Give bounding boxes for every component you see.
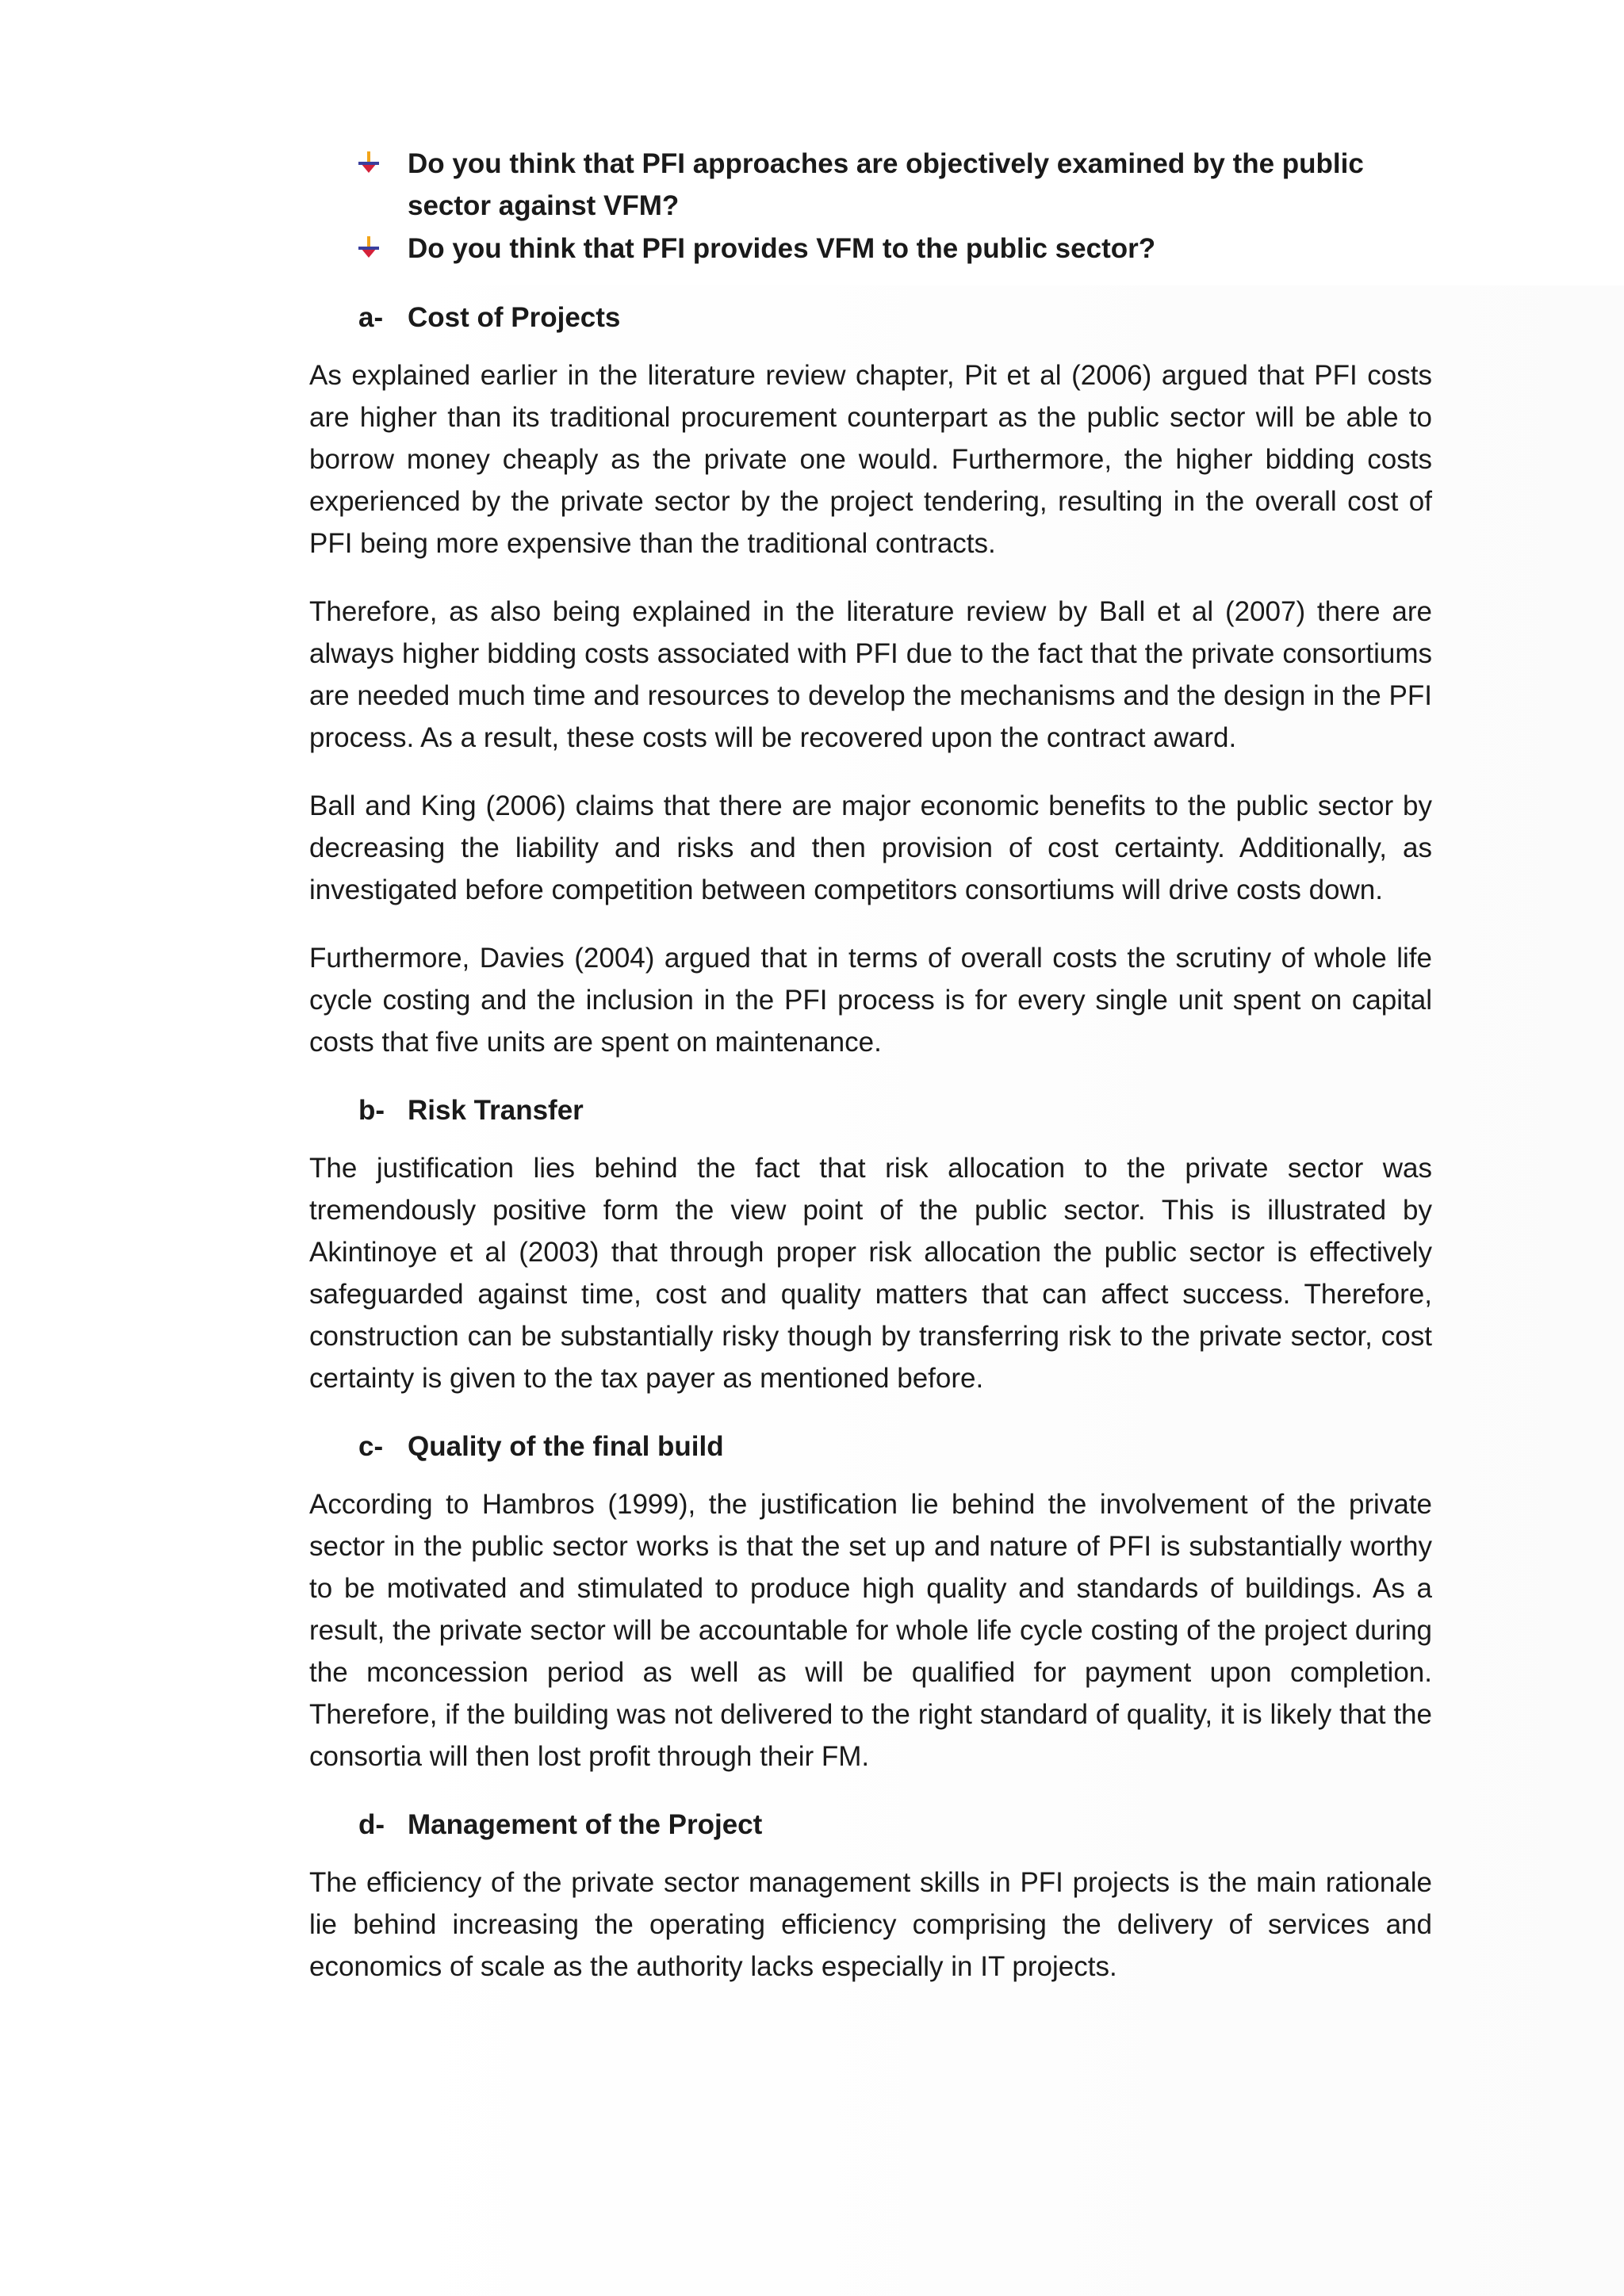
body-paragraph: Ball and King (2006) claims that there are major economic benefits to the public sector by decreasing the liability and risks and then provision of cost certainty. Additionally, as investigated before competition between competitors consortiums will drive costs down. <box>309 790 1432 905</box>
section-letter: b- <box>358 1095 385 1126</box>
document-page <box>309 143 1432 2014</box>
body-paragraph: As explained earlier in the literature review chapter, Pit et al (2006) argued that PFI costs are higher than its traditional procurement counterpart as the public sector will be able to borrow money cheaply as the private one would. Furthermore, the higher bidding costs experienced by the private sector by the project tendering, resulting in the overall cost of PFI being more expensive than the traditional contracts. <box>309 360 1432 559</box>
section-title: Management of the Project <box>408 1809 763 1840</box>
section-title: Cost of Projects <box>408 302 621 333</box>
question-text: Do you think that PFI approaches are objectively examined by the public sector against VFM? <box>408 148 1364 221</box>
section-heading-quality <box>358 1425 1432 1468</box>
list-item <box>309 228 1432 270</box>
body-paragraph: According to Hambros (1999), the justification lie behind the involvement of the private sector in the public sector works is that the set up and nature of PFI is substantially worthy to be motivated and stimulated to produce high quality and standards of buildings. As a result, the private sector will be accountable for whole life cycle costing of the project during the mconcession period as well as will be qualified for payment upon completion. Therefore, if the building was not delivered to the right standard of quality, it is likely that the consortia will then lost profit through their FM. <box>309 1489 1432 1772</box>
body-paragraph: The justification lies behind the fact that risk allocation to the private sector was tremendously positive form the view point of the public sector. This is illustrated by Akintinoye et al (2003) that through proper risk allocation the public sector is effectively safeguarded against time, cost and quality matters that can affect success. Therefore, construction can be substantially risky though by transferring risk to the private sector, cost certainty is given to the tax payer as mentioned before. <box>309 1153 1432 1394</box>
question-text: Do you think that PFI provides VFM to the public sector? <box>408 233 1156 264</box>
list-item <box>309 143 1432 227</box>
section-letter: a- <box>358 302 384 333</box>
section-heading-cost <box>358 297 1432 339</box>
section-title: Quality of the final build <box>408 1431 724 1462</box>
arrow-bullet-icon <box>357 151 381 174</box>
body-paragraph: Therefore, as also being explained in the literature review by Ball et al (2007) there are always higher bidding costs associated with PFI due to the fact that the private consortiums are needed much time and resources to develop the mechanisms and the design in the PFI process. As a result, these costs will be recovered upon the contract award. <box>309 596 1432 753</box>
section-letter: d- <box>358 1809 385 1840</box>
section-heading-management <box>358 1804 1432 1846</box>
section-letter: c- <box>358 1431 384 1462</box>
section-title: Risk Transfer <box>408 1095 584 1126</box>
question-list <box>309 143 1432 270</box>
arrow-bullet-icon <box>357 235 381 259</box>
body-paragraph: The efficiency of the private sector management skills in PFI projects is the main rationale lie behind increasing the operating efficiency comprising the delivery of services and economics of scale as the authority lacks especially in IT projects. <box>309 1867 1432 1982</box>
section-heading-risk <box>358 1089 1432 1131</box>
body-paragraph: Furthermore, Davies (2004) argued that in terms of overall costs the scrutiny of whole life cycle costing and the inclusion in the PFI process is for every single unit spent on capital costs that five units are spent on maintenance. <box>309 943 1432 1058</box>
